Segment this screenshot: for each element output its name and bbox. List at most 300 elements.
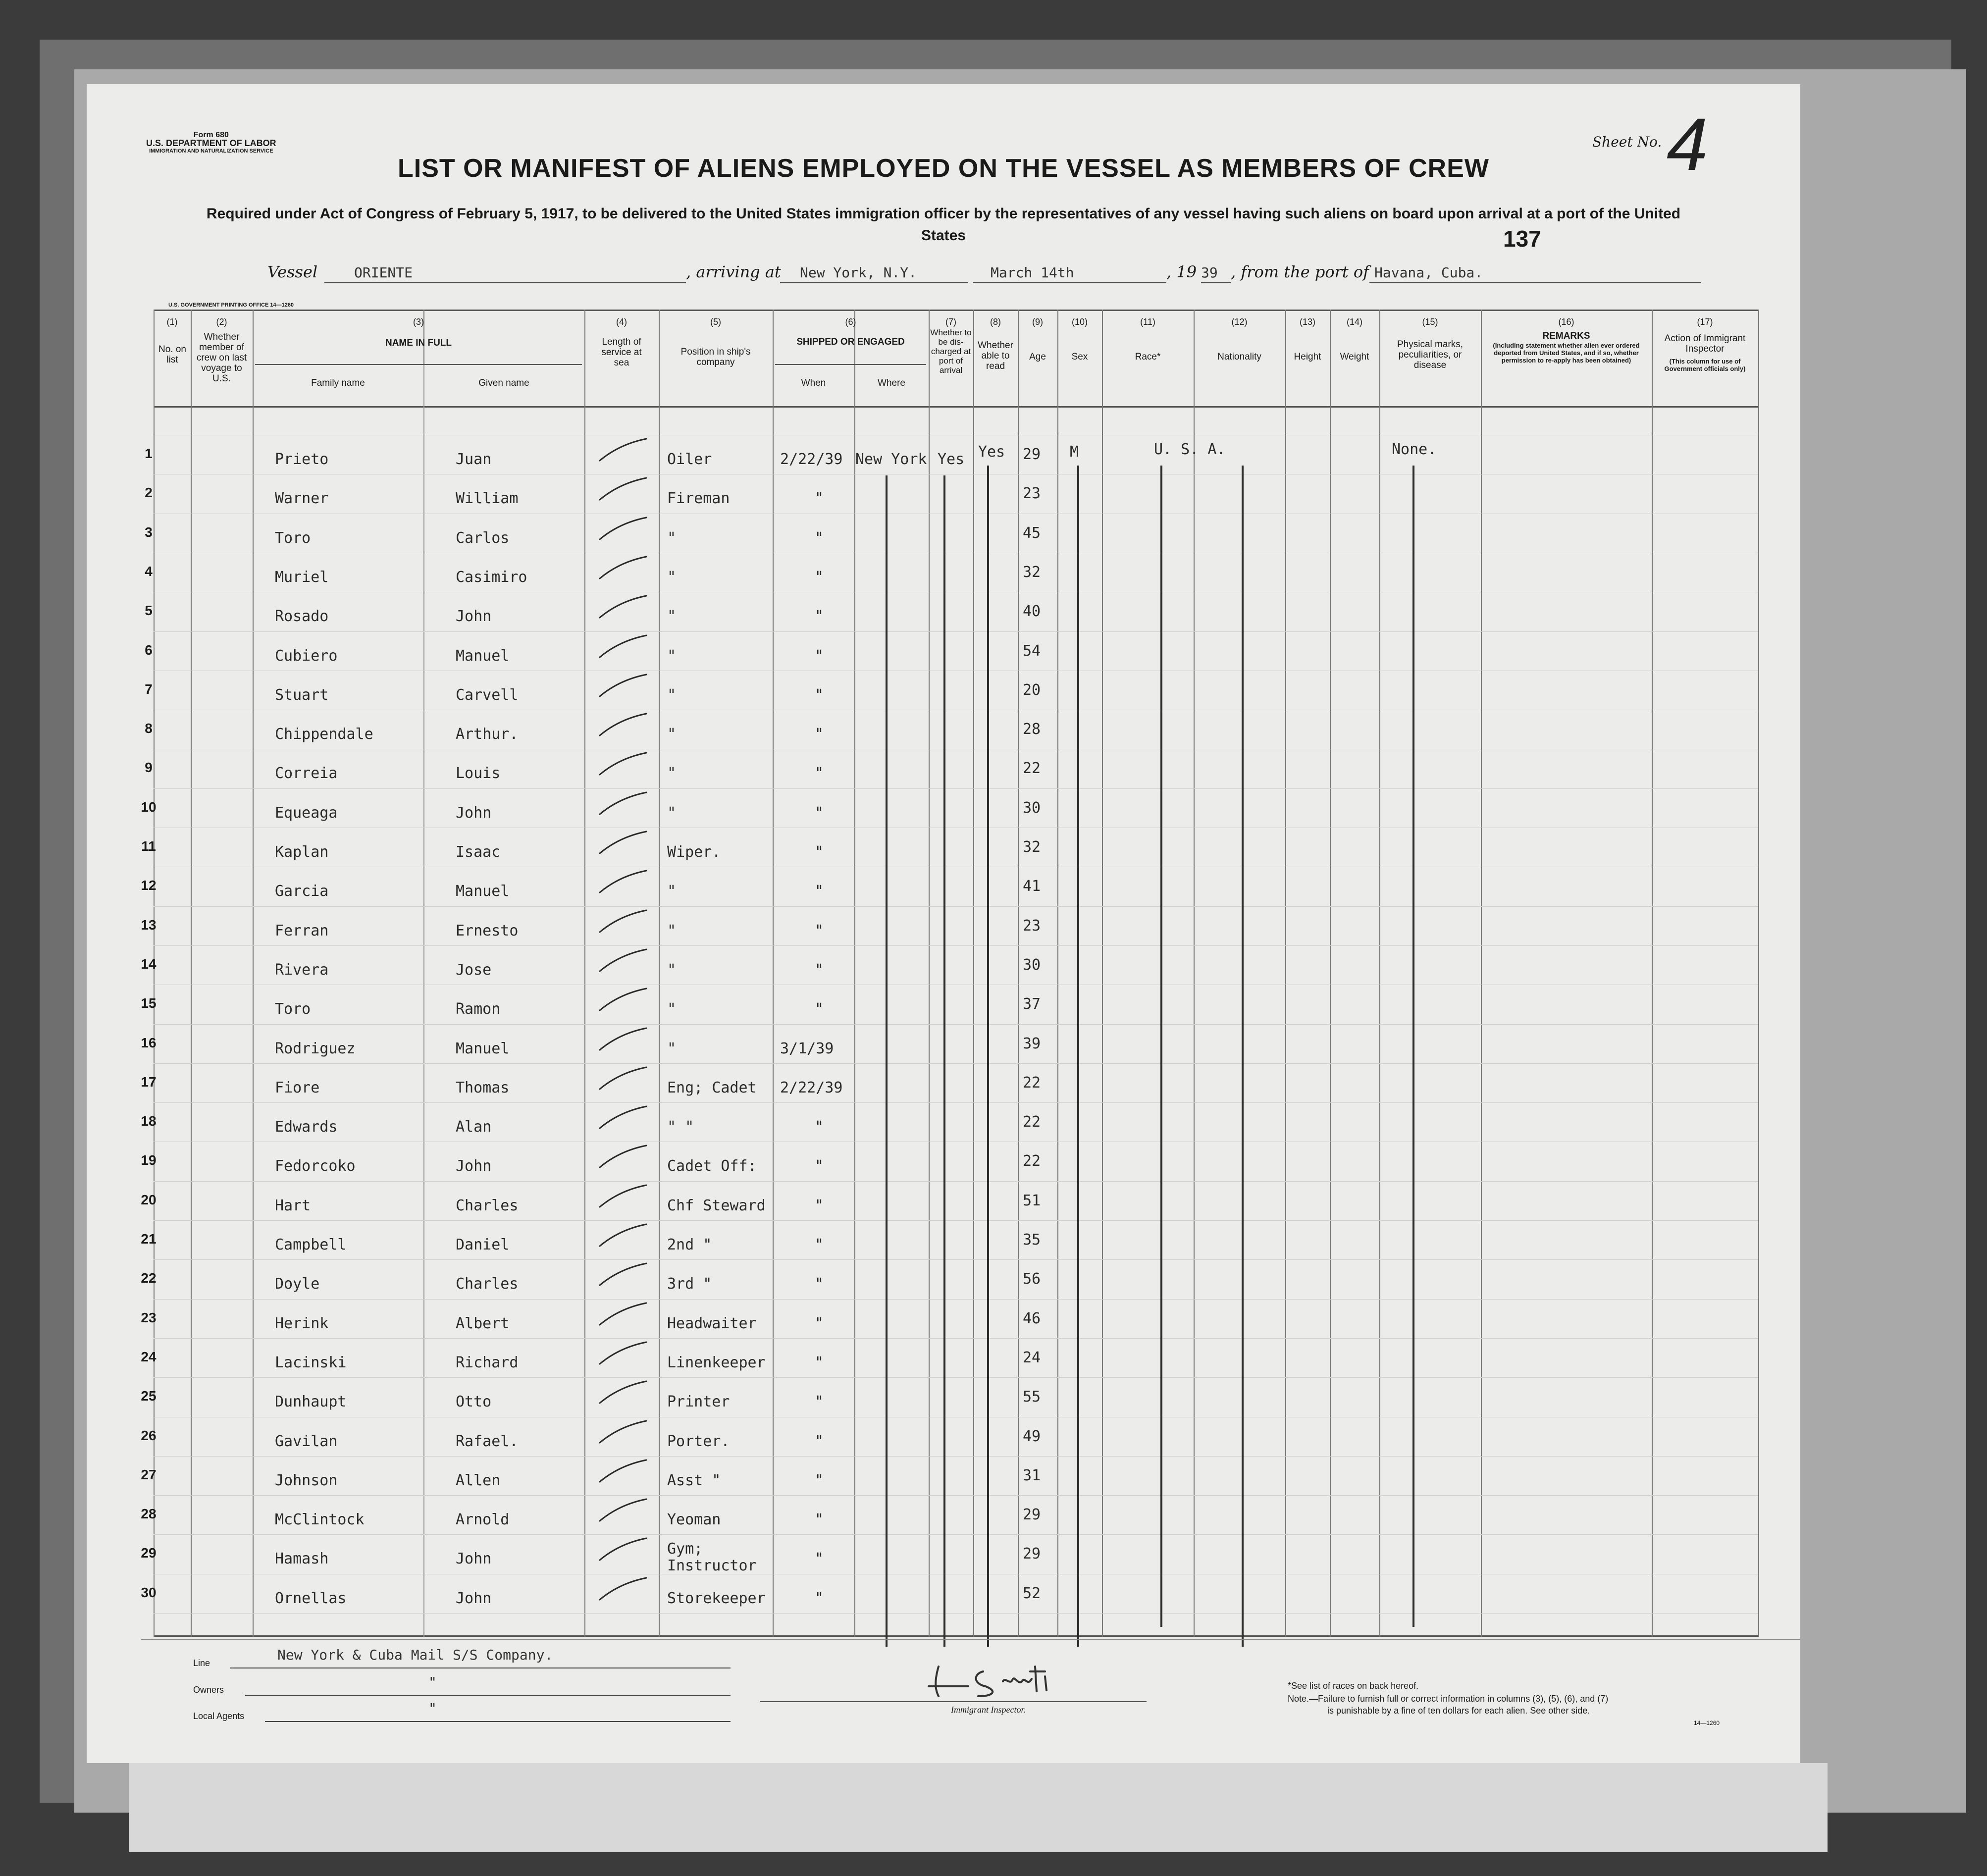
family-name: Campbell <box>275 1236 347 1253</box>
age: 29 <box>1023 1545 1041 1563</box>
column-divider <box>584 310 585 1637</box>
age: 31 <box>1023 1467 1041 1484</box>
col16-number: (16) <box>1558 317 1574 327</box>
penalty-note: Note.—Failure to furnish full or correct information in columns (3), (5), (6), and (7) <box>1288 1694 1609 1704</box>
row-number: 20 <box>141 1192 157 1207</box>
row-number: 14 <box>141 956 157 972</box>
age: 54 <box>1023 642 1041 660</box>
position: 2nd " <box>667 1236 712 1253</box>
family-name: Herink <box>275 1315 329 1332</box>
row-grid-line <box>154 1063 1758 1064</box>
column-divider <box>1758 310 1759 1637</box>
row-number: 12 <box>141 878 157 893</box>
col11-header: Race* <box>1135 352 1161 362</box>
age: 32 <box>1023 564 1041 581</box>
shipped-when-header: When <box>801 378 826 388</box>
footer-divider <box>141 1639 1800 1640</box>
given-name: Manuel <box>456 1040 510 1057</box>
check-mark <box>597 1535 651 1565</box>
age: 29 <box>1023 446 1041 463</box>
family-name-header: Family name <box>311 378 365 388</box>
check-mark <box>597 1221 651 1251</box>
row-grid-line <box>154 1220 1758 1221</box>
row-grid-line <box>154 945 1758 946</box>
row-number: 10 <box>141 799 157 815</box>
agents-label: Local Agents <box>193 1711 245 1721</box>
col2-number: (2) <box>216 317 227 327</box>
check-mark <box>597 593 651 623</box>
age: 46 <box>1023 1310 1041 1327</box>
family-name: McClintock <box>275 1511 365 1528</box>
arrival-year: 39 <box>1201 264 1218 281</box>
check-mark <box>597 1378 651 1408</box>
shipped-when: " <box>815 608 824 625</box>
col13-number: (13) <box>1299 317 1315 327</box>
position: Porter. <box>667 1433 730 1450</box>
inspector-signature <box>924 1657 1122 1701</box>
family-name: Stuart <box>275 686 329 704</box>
from-port-label: , from the port of <box>1231 262 1369 281</box>
vessel-name-field <box>324 262 686 283</box>
inspector-line <box>760 1701 1147 1702</box>
column-divider <box>973 310 974 1637</box>
col9-number: (9) <box>1032 317 1043 327</box>
row-number: 13 <box>141 917 157 933</box>
given-name: Charles <box>456 1197 519 1214</box>
given-name: John <box>456 1157 492 1175</box>
family-name: Fedorcoko <box>275 1157 356 1175</box>
arrival-date-field <box>973 262 1166 283</box>
row-number: 29 <box>141 1545 157 1561</box>
column-divider <box>773 310 774 1637</box>
row-number: 2 <box>145 485 153 500</box>
age: 52 <box>1023 1585 1041 1602</box>
col11-number: (11) <box>1140 317 1155 327</box>
row-number: 1 <box>145 446 153 461</box>
col12-number: (12) <box>1231 317 1248 327</box>
year-prefix: , 19 <box>1166 262 1197 281</box>
given-name: Carlos <box>456 529 510 547</box>
given-name: Arnold <box>456 1511 510 1528</box>
row1-discharged: Yes <box>938 451 965 468</box>
given-name: Carvell <box>456 686 519 704</box>
family-name: Rodriguez <box>275 1040 356 1057</box>
check-mark <box>597 1182 651 1212</box>
family-name: Dunhaupt <box>275 1393 347 1410</box>
position: Oiler <box>667 451 712 468</box>
shipped-when: " <box>815 529 824 547</box>
column-divider <box>1194 310 1195 1637</box>
check-mark <box>597 946 651 976</box>
row-number: 4 <box>145 564 153 579</box>
from-port-field <box>1369 262 1701 283</box>
row-number: 11 <box>141 838 156 854</box>
row-grid-line <box>154 1024 1758 1025</box>
family-name: Ferran <box>275 922 329 939</box>
check-mark <box>597 1143 651 1172</box>
position: " <box>667 647 677 665</box>
position: Printer <box>667 1393 730 1410</box>
column-divider <box>659 310 660 1637</box>
age: 29 <box>1023 1506 1041 1523</box>
given-name: Ramon <box>456 1000 501 1018</box>
family-name: Kaplan <box>275 843 329 861</box>
row-number: 15 <box>141 995 157 1011</box>
position: " <box>667 804 677 822</box>
document-title: LIST OR MANIFEST OF ALIENS EMPLOYED ON THE VESSEL AS MEMBERS OF CREW <box>398 154 1489 183</box>
col16-note: (Including statement whether alien ever ordered deported from United States, and if so, whether permission to re-apply has been obtained) <box>1493 342 1640 364</box>
given-name: Alan <box>456 1118 492 1136</box>
column-divider <box>1481 310 1482 1637</box>
col1-header: No. on list <box>158 344 186 365</box>
form-identifier <box>146 131 276 155</box>
col1-number: (1) <box>166 317 178 327</box>
row-number: 19 <box>141 1152 157 1168</box>
check-mark <box>597 1260 651 1290</box>
age: 30 <box>1023 799 1041 817</box>
check-mark <box>597 1064 651 1094</box>
row-number: 23 <box>141 1310 157 1325</box>
column-divider <box>1018 310 1019 1637</box>
col7-header: Whether to be dis-charged at port of arrival <box>930 328 972 375</box>
row-grid-line <box>154 1338 1758 1339</box>
row-grid-line <box>154 1534 1758 1535</box>
arrival-port-field <box>780 262 968 283</box>
row-grid-line <box>154 788 1758 789</box>
shipped-when: " <box>815 726 824 743</box>
age: 51 <box>1023 1192 1041 1209</box>
family-name: Lacinski <box>275 1354 347 1371</box>
check-mark <box>597 868 651 897</box>
position: " " <box>667 1118 694 1136</box>
position: Yeoman <box>667 1511 721 1528</box>
given-name: Daniel <box>456 1236 510 1253</box>
ditto-line-sex <box>1077 466 1079 1647</box>
shipped-when: " <box>815 490 824 507</box>
age: 28 <box>1023 721 1041 738</box>
crew-table <box>154 310 1758 1637</box>
col9-header: Age <box>1029 352 1046 362</box>
shipped-when: 2/22/39 <box>780 451 843 468</box>
family-name: Prieto <box>275 451 329 468</box>
column-divider <box>1379 310 1380 1637</box>
given-name: Rafael. <box>456 1433 519 1450</box>
shipped-when: " <box>815 1590 824 1607</box>
row-number: 28 <box>141 1506 157 1521</box>
vessel-label: Vessel <box>267 262 318 281</box>
age: 35 <box>1023 1231 1041 1249</box>
ditto-line-physical <box>1412 466 1414 1627</box>
family-name: Hamash <box>275 1550 329 1567</box>
shipped-when: 3/1/39 <box>780 1040 834 1057</box>
position: Asst " <box>667 1472 721 1489</box>
column-divider <box>1102 310 1103 1637</box>
owners-label: Owners <box>193 1685 224 1695</box>
position: " <box>667 569 677 586</box>
given-name: Casimiro <box>456 569 527 586</box>
vessel-name: ORIENTE <box>354 264 413 281</box>
shipped-when: " <box>815 1000 824 1018</box>
row-grid-line <box>154 1181 1758 1182</box>
shipped-when: " <box>815 1118 824 1136</box>
family-name: Garcia <box>275 883 329 900</box>
given-name: Ernesto <box>456 922 519 939</box>
given-name: Louis <box>456 765 501 782</box>
check-mark <box>597 515 651 544</box>
check-mark <box>597 1025 651 1055</box>
check-mark <box>597 789 651 819</box>
shipped-when: " <box>815 1354 824 1371</box>
row-number: 7 <box>145 681 153 697</box>
shipped-when: " <box>815 1236 824 1253</box>
column-divider <box>1330 310 1331 1637</box>
sheet-number-label: Sheet No. <box>1592 134 1662 150</box>
row1-read: Yes <box>978 443 1005 461</box>
family-name: Fiore <box>275 1079 320 1096</box>
shipped-when: " <box>815 569 824 586</box>
position: " <box>667 883 677 900</box>
given-name: Richard <box>456 1354 519 1371</box>
column-divider <box>191 310 192 1637</box>
column-divider <box>1285 310 1286 1637</box>
shipped-when: " <box>815 883 824 900</box>
col15-header: Physical marks, peculiarities, or disease <box>1397 339 1464 370</box>
age: 20 <box>1023 681 1041 699</box>
shipped-when: " <box>815 922 824 939</box>
header-divider <box>154 406 1758 408</box>
family-name: Hart <box>275 1197 311 1214</box>
family-name: Correia <box>275 765 338 782</box>
department-name: U.S. DEPARTMENT OF LABOR <box>146 138 276 148</box>
row-grid-line <box>154 1613 1758 1614</box>
agents-field <box>265 1700 731 1722</box>
position: " <box>667 1000 677 1018</box>
position: Chf Steward <box>667 1197 766 1214</box>
column-divider <box>929 310 930 1637</box>
ditto-line-read <box>987 466 989 1647</box>
age: 37 <box>1023 995 1041 1013</box>
row-grid-line <box>154 1299 1758 1300</box>
check-mark <box>597 554 651 583</box>
position: " <box>667 529 677 547</box>
shipped-where-header: Where <box>878 378 905 388</box>
shipped-when: " <box>815 1511 824 1528</box>
given-name: Manuel <box>456 647 510 665</box>
family-name: Equeaga <box>275 804 338 822</box>
manifest-sheet <box>87 84 1800 1763</box>
col4-header: Length of service at sea <box>601 337 642 368</box>
row-grid-line <box>154 631 1758 632</box>
position: Cadet Off: <box>667 1157 757 1175</box>
col4-number: (4) <box>616 317 627 327</box>
check-mark <box>597 907 651 937</box>
shipped-when: " <box>815 686 824 704</box>
check-mark <box>597 1418 651 1448</box>
inspector-label: Immigrant Inspector. <box>951 1705 1026 1715</box>
check-mark <box>597 986 651 1015</box>
position: 3rd " <box>667 1275 712 1293</box>
col12-header: Nationality <box>1217 352 1261 362</box>
given-name: John <box>456 804 492 822</box>
col8-header: Whether able to read <box>978 340 1013 371</box>
family-name: Muriel <box>275 569 329 586</box>
col5-number: (5) <box>710 317 721 327</box>
row-grid-line <box>154 906 1758 907</box>
check-mark <box>597 1339 651 1369</box>
check-mark <box>597 475 651 505</box>
col5-header: Position in ship's company <box>680 347 751 367</box>
col2-header: Whether member of crew on last voyage to U.S. <box>196 332 247 384</box>
col17-number: (17) <box>1697 317 1713 327</box>
age: 45 <box>1023 524 1041 542</box>
penalty-note-cont: is punishable by a fine of ten dollars for each alien. See other side. <box>1327 1706 1590 1716</box>
given-name: William <box>456 490 519 507</box>
arriving-label: , arriving at <box>686 262 781 281</box>
shipped-when: " <box>815 1275 824 1293</box>
check-mark <box>597 632 651 662</box>
given-name: Otto <box>456 1393 492 1410</box>
row-number: 16 <box>141 1035 157 1050</box>
arrival-date: March 14th <box>991 264 1074 281</box>
check-mark <box>597 1496 651 1526</box>
age: 22 <box>1023 1074 1041 1092</box>
given-name: John <box>456 1550 492 1567</box>
race-note: *See list of races on back hereof. <box>1288 1681 1419 1691</box>
age: 32 <box>1023 838 1041 856</box>
check-mark <box>597 1457 651 1487</box>
given-name: John <box>456 1590 492 1607</box>
check-mark <box>597 1103 651 1133</box>
col7-number: (7) <box>945 317 956 327</box>
ditto-line-discharged <box>943 475 945 1647</box>
shipped-when: " <box>815 804 824 822</box>
col17-header: Action of Immigrant Inspector <box>1664 333 1746 354</box>
shipped-when: " <box>815 1315 824 1332</box>
shipped-when: " <box>815 843 824 861</box>
age: 49 <box>1023 1428 1041 1445</box>
row-number: 9 <box>145 760 153 775</box>
row1-physical: None. <box>1392 441 1437 458</box>
col3-header: NAME IN FULL <box>385 338 452 348</box>
row-number: 18 <box>141 1113 157 1129</box>
col8-number: (8) <box>990 317 1001 327</box>
row-number: 30 <box>141 1585 157 1600</box>
family-name: Ornellas <box>275 1590 347 1607</box>
given-name: Isaac <box>456 843 501 861</box>
position: " <box>667 922 677 939</box>
col6-header: SHIPPED OR ENGAGED <box>796 337 905 347</box>
ditto-line-race <box>1160 466 1162 1627</box>
position: Storekeeper <box>667 1590 766 1607</box>
row-grid-line <box>154 1377 1758 1378</box>
age: 22 <box>1023 1113 1041 1131</box>
name-header-rule <box>255 364 582 365</box>
position: Headwaiter <box>667 1315 757 1332</box>
line-field <box>230 1647 731 1668</box>
family-name: Toro <box>275 1000 311 1018</box>
age: 24 <box>1023 1349 1041 1366</box>
document-subtitle: Required under Act of Congress of February 5, 1917, to be delivered to the United States immigration officer by the representatives of any vessel having such aliens on board upon arrival at a port of the United States <box>206 206 1681 244</box>
form-code: 14—1260 <box>1694 1720 1720 1726</box>
age: 22 <box>1023 760 1041 777</box>
position: " <box>667 1040 677 1057</box>
given-name: Albert <box>456 1315 510 1332</box>
sheet-number: 4 <box>1667 103 1708 186</box>
row-number: 27 <box>141 1467 157 1482</box>
year-field <box>1201 262 1231 283</box>
row-grid-line <box>154 1456 1758 1457</box>
row-number: 26 <box>141 1428 157 1443</box>
family-name: Toro <box>275 529 311 547</box>
position: " <box>667 726 677 743</box>
col10-header: Sex <box>1071 352 1088 362</box>
row-number: 24 <box>141 1349 157 1364</box>
family-name: Edwards <box>275 1118 338 1136</box>
ditto-line-where <box>886 475 888 1647</box>
family-name: Chippendale <box>275 726 373 743</box>
col14-header: Weight <box>1340 352 1369 362</box>
row-number: 8 <box>145 721 153 736</box>
position: Fireman <box>667 490 730 507</box>
family-name: Rosado <box>275 608 329 625</box>
row-grid-line <box>154 1495 1758 1496</box>
position: " <box>667 608 677 625</box>
line-label: Line <box>193 1658 210 1668</box>
shipped-when: " <box>815 1472 824 1489</box>
position: " <box>667 686 677 704</box>
form-number: Form 680 <box>193 131 229 139</box>
check-mark <box>597 436 651 466</box>
check-mark <box>597 1575 651 1605</box>
shipped-when: " <box>815 647 824 665</box>
position-line2: Instructor <box>667 1557 757 1574</box>
given-name: Manuel <box>456 883 510 900</box>
position: Linenkeeper <box>667 1354 766 1371</box>
given-name: Charles <box>456 1275 519 1293</box>
age: 55 <box>1023 1388 1041 1406</box>
row1-where: New York <box>855 451 927 468</box>
row-number: 6 <box>145 642 153 658</box>
column-divider <box>1057 310 1058 1637</box>
position: Gym; <box>667 1540 703 1558</box>
given-name: Jose <box>456 961 492 979</box>
given-name: John <box>456 608 492 625</box>
row-number: 17 <box>141 1074 157 1090</box>
shipped-header-rule <box>775 364 926 365</box>
family-name: Gavilan <box>275 1433 338 1450</box>
owners-field <box>245 1674 731 1696</box>
age: 30 <box>1023 956 1041 974</box>
shipped-when: " <box>815 1157 824 1175</box>
age: 39 <box>1023 1035 1041 1052</box>
given-name-header: Given name <box>478 378 529 388</box>
col14-number: (14) <box>1346 317 1362 327</box>
shipped-when: " <box>815 961 824 979</box>
check-mark <box>597 672 651 701</box>
row-number: 22 <box>141 1270 157 1286</box>
age: 41 <box>1023 878 1041 895</box>
row-grid-line <box>154 1102 1758 1103</box>
line-company: New York & Cuba Mail S/S Company. <box>277 1647 553 1663</box>
col13-header: Height <box>1294 352 1321 362</box>
col16-header: REMARKS <box>1542 331 1590 341</box>
col3-number: (3) <box>413 317 424 327</box>
age: 23 <box>1023 485 1041 502</box>
col6-number: (6) <box>845 317 856 327</box>
row-number: 21 <box>141 1231 157 1247</box>
check-mark <box>597 1300 651 1330</box>
age: 23 <box>1023 917 1041 935</box>
